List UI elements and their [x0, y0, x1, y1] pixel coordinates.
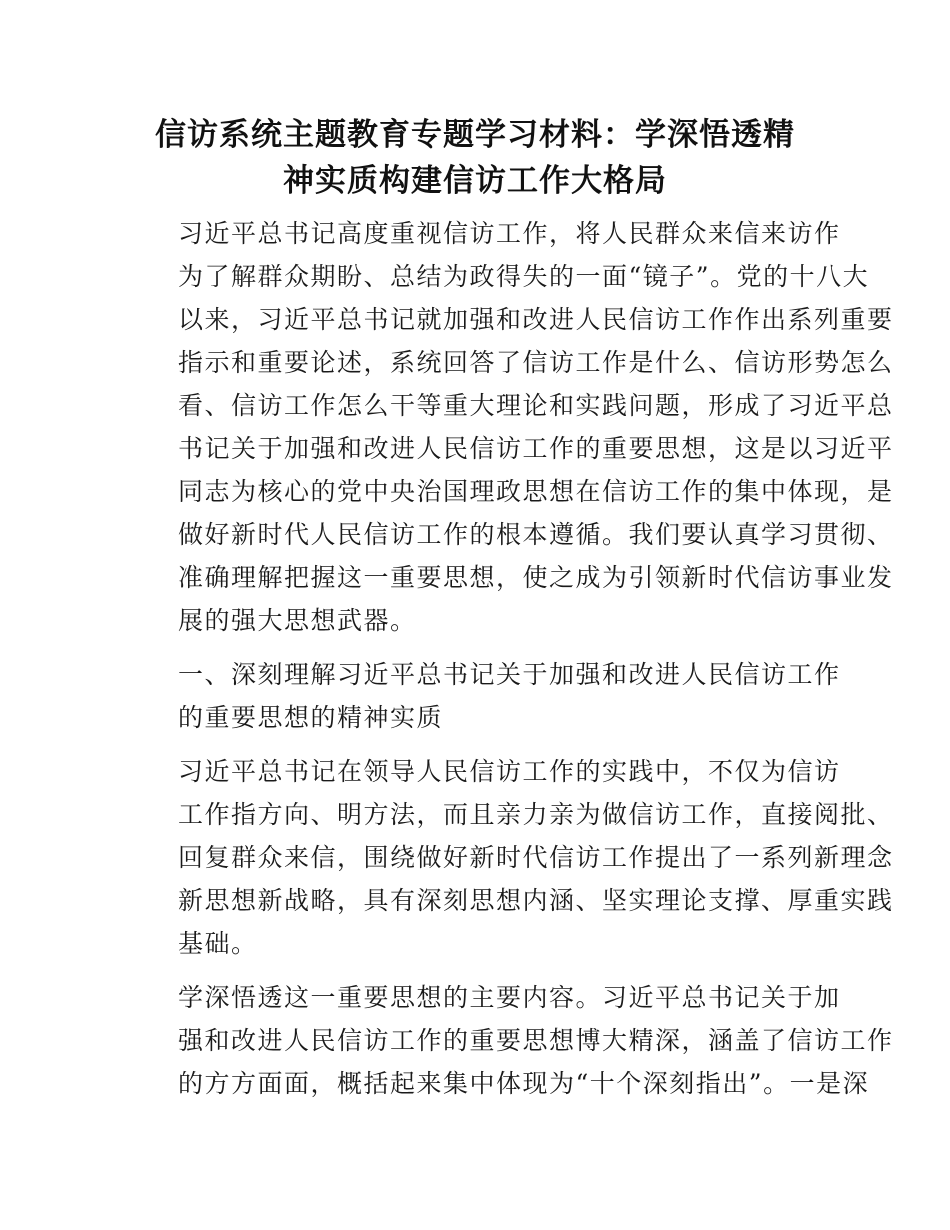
- text-line: 习近平总书记在领导人民信访工作的实践中，不仅为信访: [178, 757, 841, 786]
- paragraph-practice: [140, 750, 894, 965]
- title-line: 神实质构建信访工作大格局: [283, 163, 667, 199]
- section-heading-1: [140, 653, 841, 739]
- document-title: [100, 112, 850, 204]
- text-line: 的重要思想的精神实质: [178, 703, 444, 732]
- text-line: 准确理解把握这一重要思想，使之成为引领新时代信访事业发: [178, 563, 894, 592]
- text-line: 回复群众来信，围绕做好新时代信访工作提出了一系列新理念: [178, 843, 894, 872]
- text-line: 做好新时代人民信访工作的根本遵循。我们要认真学习贯彻、: [178, 520, 894, 549]
- title-line: 信访系统主题教育专题学习材料：学深悟透精: [155, 117, 795, 153]
- text-line: 看、信访工作怎么干等重大理论和实践问题，形成了习近平总: [178, 391, 894, 420]
- text-line: 强和改进人民信访工作的重要思想博大精深，涵盖了信访工作: [178, 1026, 894, 1055]
- text-line: 同志为核心的党中央治国理政思想在信访工作的集中体现，是: [178, 477, 894, 506]
- text-line: 新思想新战略，具有深刻思想内涵、坚实理论支撑、厚重实践: [178, 886, 894, 915]
- text-line: 的方方面面，概括起来集中体现为“十个深刻指出”。一是深: [178, 1069, 870, 1098]
- text-line: 工作指方向、明方法，而且亲力亲为做信访工作，直接阅批、: [178, 800, 894, 829]
- text-line: 学深悟透这一重要思想的主要内容。习近平总书记关于加: [178, 983, 841, 1012]
- text-line: 展的强大思想武器。: [178, 606, 417, 635]
- text-line: 指示和重要论述，系统回答了信访工作是什么、信访形势怎么: [178, 348, 894, 377]
- text-line: 一、深刻理解习近平总书记关于加强和改进人民信访工作: [178, 660, 841, 689]
- document-body: [140, 212, 894, 1105]
- paragraph-main-content: [140, 976, 894, 1105]
- text-line: 为了解群众期盼、总结为政得失的一面“镜子”。党的十八大: [178, 262, 870, 291]
- text-line: 书记关于加强和改进人民信访工作的重要思想，这是以习近平: [178, 434, 894, 463]
- text-line: 以来，习近平总书记就加强和改进人民信访工作作出系列重要: [178, 305, 894, 334]
- text-line: 习近平总书记高度重视信访工作，将人民群众来信来访作: [178, 219, 841, 248]
- text-line: 基础。: [178, 929, 258, 958]
- paragraph-intro: [140, 212, 894, 642]
